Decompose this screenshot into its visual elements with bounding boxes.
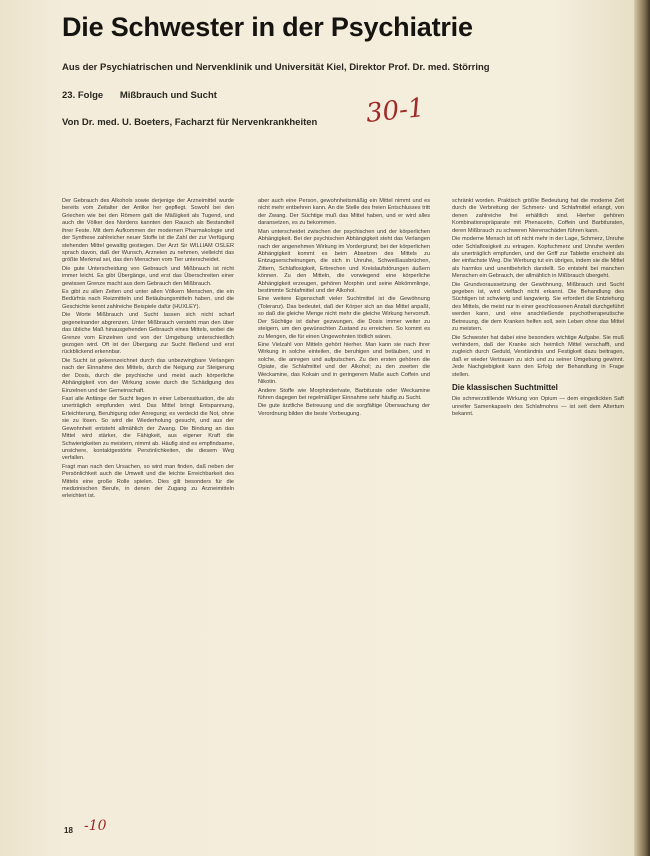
paragraph: Fast alle Anfänge der Sucht liegen in einer Lebenssituation, die als unerträglich empfunden wird. Das Mittel bringt Entspannung, Erleichterung, Beruhigung oder Anregung; es verdeckt die Not, ohne sie zu lösen. So wird die Wiederholung gesucht, und aus der Gewohnheit entsteht allmählich der Zwang. Die Bindung an das Mittel wird stärker, die Fähigkeit, aus eigener Kraft die Schwierigkeiten zu meistern, nimmt ab. Häufig sind es empfindsame, unsichere, kontaktgestörte Persönlichkeiten, die diesem Weg verfallen. — [62, 395, 234, 462]
text-column-2 — [258, 198, 430, 804]
paragraph: schränkt worden. Praktisch größte Bedeutung hat die moderne Zeit durch die Verbreitung der Schmerz- und Schlafmittel erlangt, von denen zahlreiche frei erhältlich sind. Hierher gehören Kombinationspräparate mit Phenacetin, Coffein und Barbituraten, deren Mißbrauch zu schweren Nierenschäden führen kann. — [452, 198, 624, 234]
article-author: Von Dr. med. U. Boeters, Facharzt für Nervenkrankheiten — [62, 117, 318, 128]
paragraph: Es gibt zu allen Zeiten und unter allen Völkern Menschen, die ein Bedürfnis nach Reizmitteln und Betäubungsmitteln haben, und die Geschichte kennt zahlreiche Beispiele dafür (HUXLEY). — [62, 289, 234, 310]
text-column-1 — [62, 198, 234, 826]
paragraph: Die gute Unterscheidung von Gebrauch und Mißbrauch ist nicht immer leicht. Es gibt Übergänge, und erst das Überschreiten einer gewissen Grenze macht aus dem Gebrauch den Mißbrauch. — [62, 265, 234, 287]
paragraph: Die Sucht ist gekennzeichnet durch das unbezwingbare Verlangen nach der Einnahme des Mittels, durch die Neigung zur Steigerung der Dosis, durch die psychische und meist auch körperliche Abhängigkeit von der Wirkung sowie durch die Schädigung des Einzelnen und der Gemeinschaft. — [62, 357, 234, 394]
section-heading: Die klassischen Suchtmittel — [452, 383, 558, 393]
handwritten-page-number: -10 — [84, 818, 107, 834]
paragraph: Die Grundvoraussetzung der Gewöhnung, Mißbrauch und Sucht gegeben ist, wird vielfach nicht erkannt. Die Behandlung des Süchtigen ist schwierig und langwierig. Sie erfordert die Entziehung des Mittels, die meist nur in einer geschlossenen Anstalt durchgeführt werden kann, und eine anschließende psychotherapeutische Betreuung, die dem Kranken helfen soll, sein Leben ohne das Mittel zu meistern. — [452, 281, 624, 333]
article-institution: Aus der Psychiatrischen und Nervenklinik und Universität Kiel, Direktor Prof. Dr. med. Störring — [62, 62, 490, 73]
text-column-3 — [452, 198, 624, 826]
paragraph: Andere Stoffe wie Morphinderivate, Barbiturate oder Weckamine führen dagegen bei regelmäßiger Einnahme sehr häufig zu Sucht. — [258, 387, 430, 401]
paragraph: Der Gebrauch des Alkohols sowie derjenige der Arzneimittel wurde bereits vom Zeitalter der Antike her gepflegt. Sowohl bei den Griechen wie bei den Römern galt die Mäßigkeit als Tugend, und auch die Völker des Nordens kannten den Rausch als Bestandteil ihrer Feste. Mit dem Aufkommen der modernen Pharmakologie und der Synthese zahlreicher neuer Stoffe ist die Zahl der zur Verfügung stehenden Mittel gewaltig gestiegen. Der Arzt Sir WILLIAM OSLER sprach davon, daß der Wunsch, Arzneien zu nehmen, vielleicht das größte Merkmal sei, das den Menschen vom Tier unterscheidet. — [62, 198, 234, 264]
handwritten-note: 30-1 — [364, 93, 426, 129]
series-topic: Mißbrauch und Sucht — [119, 90, 217, 101]
paragraph: Die gute ärztliche Betreuung und die sorgfältige Überwachung der Verordnung bilden die beste Vorbeugung. — [258, 403, 430, 417]
paragraph: Man unterscheidet zwischen der psychischen und der körperlichen Abhängigkeit. Bei der psychischen Abhängigkeit steht das Verlangen nach der angenehmen Wirkung im Vordergrund; bei der körperlichen Abhängigkeit kommt es beim Absetzen des Mittels zu Entzugserscheinungen, die sich in Unruhe, Schweißausbrüchen, Zittern, Schlaflosigkeit, Erbrechen und Kreislaufstörungen äußern können. Zu den Mitteln, die vorwiegend eine körperliche Abhängigkeit erzeugen, gehören Morphin und seine Abkömmlinge, bestimmte Schlafmittel und der Alkohol. — [258, 228, 430, 295]
article-title: Die Schwester in der Psychiatrie — [62, 12, 473, 42]
series-number: 23. Folge — [62, 90, 104, 101]
paragraph: Die schmerzstillende Wirkung von Opium — dem eingedickten Saft unreifer Samenkapseln des Schlafmohns — ist seit dem Altertum bekannt. — [452, 396, 624, 417]
paragraph: Fragt man nach den Ursachen, so wird man finden, daß neben der Persönlichkeit auch die Umwelt und die leichte Erreichbarkeit des Mittels eine große Rolle spielen. Dies gilt besonders für die medizinischen Berufe, in denen der Zugang zu Arzneimitteln erleichtert ist. — [62, 463, 234, 500]
paragraph: aber auch eine Person, gewohnheitsmäßig ein Mittel nimmt und es nicht mehr entbehren kann. An die Stelle des freien Entschlusses tritt der Zwang. Der Süchtige muß das Mittel haben, und er wird alles daransetzen, es zu bekommen. — [258, 198, 430, 227]
page-number: 18 — [64, 826, 73, 835]
paragraph: Die Schwester hat dabei eine besonders wichtige Aufgabe. Sie muß verhindern, daß der Kranke sich heimlich Mittel verschafft, und zugleich durch Geduld, Verständnis und Festigkeit dazu beitragen, daß er wieder Vertrauen zu sich und zu seiner Umgebung gewinnt. Jede Nachgiebigkeit kann den Erfolg der Behandlung in Frage stellen. — [452, 334, 624, 378]
paragraph: Die moderne Mensch ist oft nicht mehr in der Lage, Schmerz, Unruhe oder Schlaflosigkeit zu ertragen. Kopfschmerz und Unruhe werden als unerträglich empfunden, und der Griff zur Tablette erscheint als der einfachste Weg. Die Werbung tut ein übriges, indem sie die Mittel als harmlos und unentbehrlich darstellt. So entsteht bei manchen Menschen ein Gebrauch, der allmählich in Mißbrauch übergeht. — [452, 236, 624, 280]
article-series — [62, 90, 231, 101]
paragraph: Die Worte Mißbrauch und Sucht lassen sich nicht scharf gegeneinander abgrenzen. Unter Mißbrauch versteht man den über das übliche Maß hinausgehenden Gebrauch eines Mittels, wobei die Grenze vom Einzelnen und von der Umgebung unterschiedlich gezogen wird. Oft ist der Übergang zur Sucht fließend und erst rückblickend erkennbar. — [62, 312, 234, 356]
paragraph: Eine Vielzahl von Mitteln gehört hierher. Man kann sie nach ihrer Wirkung in solche einteilen, die beruhigen und betäuben, und in solche, die anregen und aufputschen. Zu den ersten gehören die Opiate, die Schlafmittel und der Alkohol; zu den zweiten die Weckamine, das Kokain und in geringerem Maße auch Coffein und Nikotin. — [258, 342, 430, 386]
paragraph: Eine weitere Eigenschaft vieler Suchtmittel ist die Gewöhnung (Toleranz). Das bedeutet, daß der Körper sich an das Mittel anpaßt, so daß die gleiche Menge nicht mehr die gleiche Wirkung hervorruft. Der Süchtige ist daher gezwungen, die Dosis immer weiter zu steigern, um den gewünschten Zustand zu erreichen. So kommt es zu Mengen, die für einen Ungewohnten tödlich wären. — [258, 296, 430, 340]
page-binding — [634, 0, 650, 856]
